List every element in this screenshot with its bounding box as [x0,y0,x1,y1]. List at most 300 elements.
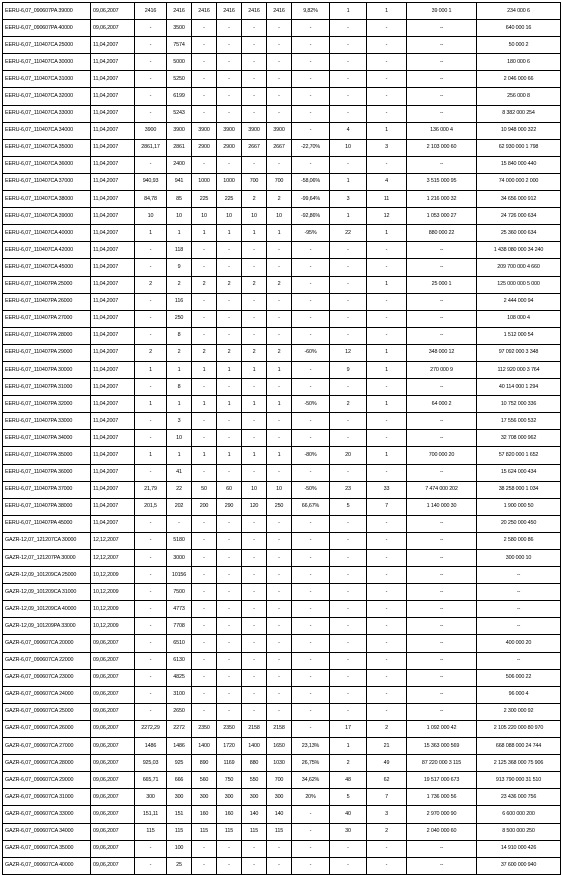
low-price-cell: 550 [242,772,267,789]
low-price-cell: 1 [242,225,267,242]
volume-cell: -- [407,669,477,686]
open-price-cell: - [192,515,217,532]
last-price-cell: - [267,88,292,105]
settle-price-cell: - [135,857,167,874]
high-price-cell: - [217,635,242,652]
trades-cell: - [330,276,367,293]
settle-price-cell: - [135,105,167,122]
low-price-cell: - [242,156,267,173]
open-price-cell: - [192,618,217,635]
open-price-cell: - [192,259,217,276]
volume-cell: -- [407,652,477,669]
theor-price-cell: 4773 [167,601,192,618]
volume-cell: -- [407,105,477,122]
high-price-cell: 2416 [217,3,242,20]
theor-price-cell: 100 [167,840,192,857]
high-price-cell: 1169 [217,755,242,772]
instrument-cell: EERU-6,07_110407CA 39000 [3,208,91,225]
deals-cell: - [367,327,407,344]
last-price-cell: - [267,550,292,567]
table-row [3,191,561,208]
table-row [3,88,561,105]
volume-cell: 2 970 000 90 [407,806,477,823]
instrument-cell: EERU-6,07_110407CA 30000 [3,54,91,71]
theor-price-cell: 25 [167,857,192,874]
change-percent-cell: - [292,584,330,601]
theor-price-cell: 8 [167,327,192,344]
change-percent-cell: - [292,601,330,618]
open-interest-cell: 38 258 000 1 034 [477,481,561,498]
change-percent-cell: - [292,71,330,88]
instrument-cell: EERU-6,07_110407PA 31000 [3,379,91,396]
instrument-cell: EERU-6,07_110407PA 36000 [3,464,91,481]
high-price-cell: 1720 [217,738,242,755]
open-price-cell: 2416 [192,3,217,20]
volume-cell: -- [407,686,477,703]
expiry-date-cell: 11,04,2007 [91,344,135,361]
volume-cell: -- [407,618,477,635]
table-row [3,601,561,618]
volume-cell: 1 092 000 42 [407,720,477,737]
last-price-cell: - [267,464,292,481]
table-row [3,669,561,686]
high-price-cell: - [217,413,242,430]
trades-cell: - [330,37,367,54]
volume-cell: -- [407,857,477,874]
theor-price-cell: 3100 [167,686,192,703]
open-interest-cell: 50 000 2 [477,37,561,54]
instrument-cell: GAZR-6,07_090607CA 31000 [3,789,91,806]
theor-price-cell: 7500 [167,584,192,601]
high-price-cell: 1 [217,225,242,242]
last-price-cell: - [267,686,292,703]
table-row [3,156,561,173]
settle-price-cell: 1486 [135,738,167,755]
theor-price-cell: 10 [167,208,192,225]
last-price-cell: - [267,532,292,549]
instrument-cell: EERU-6,07_110407CA 32000 [3,88,91,105]
expiry-date-cell: 11,04,2007 [91,379,135,396]
open-price-cell: - [192,686,217,703]
high-price-cell: - [217,669,242,686]
settle-price-cell: 21,79 [135,481,167,498]
instrument-cell: GAZR-6,07_090607CA 40000 [3,857,91,874]
high-price-cell: - [217,532,242,549]
expiry-date-cell: 11,04,2007 [91,139,135,156]
table-row [3,173,561,190]
last-price-cell: 1 [267,361,292,378]
settle-price-cell: - [135,532,167,549]
low-price-cell: - [242,857,267,874]
instrument-cell: GAZR-6,07_090607CA 20000 [3,635,91,652]
volume-cell: -- [407,413,477,430]
open-interest-cell: 97 092 000 3 348 [477,344,561,361]
change-percent-cell: - [292,618,330,635]
volume-cell: 880 000 22 [407,225,477,242]
change-percent-cell: - [292,703,330,720]
deals-cell: 3 [367,139,407,156]
low-price-cell: 120 [242,498,267,515]
trades-cell: 3 [330,191,367,208]
low-price-cell: 10 [242,208,267,225]
settle-price-cell: 115 [135,823,167,840]
change-percent-cell: -50% [292,481,330,498]
volume-cell: 1 216 000 32 [407,191,477,208]
open-interest-cell: 6 600 000 200 [477,806,561,823]
high-price-cell: - [217,652,242,669]
low-price-cell: - [242,37,267,54]
settle-price-cell: 1 [135,361,167,378]
expiry-date-cell: 10,12,2009 [91,584,135,601]
last-price-cell: 700 [267,772,292,789]
table-row [3,840,561,857]
theor-price-cell: 1 [167,396,192,413]
high-price-cell: - [217,37,242,54]
change-percent-cell: - [292,806,330,823]
settle-price-cell: 2272,29 [135,720,167,737]
open-price-cell: - [192,464,217,481]
expiry-date-cell: 09,06,2007 [91,635,135,652]
volume-cell: -- [407,20,477,37]
expiry-date-cell: 09,06,2007 [91,755,135,772]
theor-price-cell: 925 [167,755,192,772]
volume-cell: 64 000 2 [407,396,477,413]
change-percent-cell: - [292,430,330,447]
high-price-cell: - [217,71,242,88]
trades-cell: - [330,669,367,686]
settle-price-cell: - [135,652,167,669]
instrument-cell: EERU-6,07_110407CA 36000 [3,156,91,173]
instrument-cell: GAZR-12,07_121207CA 30000 [3,532,91,549]
instrument-cell: EERU-6,07_110407PA 34000 [3,430,91,447]
instrument-cell: EERU-6,07_110407CA 37000 [3,173,91,190]
open-price-cell: 115 [192,823,217,840]
deals-cell: 49 [367,755,407,772]
table-row [3,20,561,37]
open-price-cell: - [192,310,217,327]
last-price-cell: - [267,652,292,669]
low-price-cell: 1 [242,447,267,464]
open-interest-cell: 1 900 000 50 [477,498,561,515]
theor-price-cell: 10156 [167,567,192,584]
open-price-cell: 2 [192,344,217,361]
deals-cell: - [367,464,407,481]
high-price-cell: 60 [217,481,242,498]
volume-cell: -- [407,567,477,584]
low-price-cell: - [242,567,267,584]
settle-price-cell: - [135,840,167,857]
high-price-cell: 160 [217,806,242,823]
high-price-cell: 2350 [217,720,242,737]
high-price-cell: - [217,567,242,584]
change-percent-cell: - [292,464,330,481]
open-interest-cell: 2 580 000 86 [477,532,561,549]
last-price-cell: 1 [267,396,292,413]
volume-cell: -- [407,293,477,310]
settle-price-cell: - [135,584,167,601]
volume-cell: 3 515 000 95 [407,173,477,190]
open-interest-cell: 1 512 000 54 [477,327,561,344]
instrument-cell: GAZR-6,07_090607CA 22000 [3,652,91,669]
change-percent-cell: - [292,242,330,259]
last-price-cell: - [267,20,292,37]
volume-cell: 348 000 12 [407,344,477,361]
open-price-cell: 1000 [192,173,217,190]
change-percent-cell: -50% [292,396,330,413]
low-price-cell: - [242,379,267,396]
table-row [3,327,561,344]
volume-cell: -- [407,584,477,601]
open-price-cell: - [192,550,217,567]
volume-cell: -- [407,54,477,71]
expiry-date-cell: 09,06,2007 [91,652,135,669]
table-row [3,225,561,242]
last-price-cell: 3900 [267,122,292,139]
expiry-date-cell: 09,06,2007 [91,703,135,720]
options-table [2,2,561,875]
theor-price-cell: 3500 [167,20,192,37]
change-percent-cell: - [292,105,330,122]
open-interest-cell: 15 840 000 440 [477,156,561,173]
trades-cell: 10 [330,139,367,156]
change-percent-cell: 20% [292,789,330,806]
theor-price-cell: 8 [167,379,192,396]
expiry-date-cell: 11,04,2007 [91,173,135,190]
trades-cell: 1 [330,208,367,225]
open-interest-cell: 40 114 000 1 294 [477,379,561,396]
low-price-cell: 2416 [242,3,267,20]
volume-cell: 2 103 000 60 [407,139,477,156]
settle-price-cell: - [135,327,167,344]
table-row [3,464,561,481]
change-percent-cell: 34,62% [292,772,330,789]
trades-cell: - [330,532,367,549]
instrument-cell: GAZR-12,09_101209PA 33000 [3,618,91,635]
trades-cell: 48 [330,772,367,789]
volume-cell: 19 517 000 673 [407,772,477,789]
table-body [3,3,561,875]
instrument-cell: EERU-6,07_110407PA 38000 [3,498,91,515]
volume-cell: 25 000 1 [407,276,477,293]
theor-price-cell: 1 [167,361,192,378]
last-price-cell: - [267,327,292,344]
volume-cell: -- [407,242,477,259]
theor-price-cell: 6199 [167,88,192,105]
high-price-cell: - [217,703,242,720]
deals-cell: 11 [367,191,407,208]
last-price-cell: - [267,413,292,430]
volume-cell: -- [407,88,477,105]
last-price-cell: 300 [267,789,292,806]
expiry-date-cell: 10,12,2009 [91,618,135,635]
instrument-cell: EERU-6,07_110407CA 31000 [3,71,91,88]
volume-cell: 1 736 000 56 [407,789,477,806]
theor-price-cell: 1486 [167,738,192,755]
low-price-cell: 880 [242,755,267,772]
open-interest-cell: 108 000 4 [477,310,561,327]
trades-cell: 30 [330,823,367,840]
open-price-cell: - [192,293,217,310]
expiry-date-cell: 11,04,2007 [91,481,135,498]
open-interest-cell: 37 600 000 940 [477,857,561,874]
instrument-cell: GAZR-6,07_090607CA 28000 [3,755,91,772]
instrument-cell: GAZR-6,07_090607CA 35000 [3,840,91,857]
low-price-cell: - [242,105,267,122]
low-price-cell: - [242,618,267,635]
instrument-cell: EERU-6,07_110407CA 40000 [3,225,91,242]
instrument-cell: GAZR-12,07_121207PA 30000 [3,550,91,567]
expiry-date-cell: 11,04,2007 [91,37,135,54]
expiry-date-cell: 11,04,2007 [91,396,135,413]
expiry-date-cell: 10,12,2009 [91,567,135,584]
change-percent-cell: - [292,361,330,378]
trades-cell: 12 [330,344,367,361]
instrument-cell: GAZR-6,07_090607CA 33000 [3,806,91,823]
volume-cell: -- [407,635,477,652]
trades-cell: 17 [330,720,367,737]
open-price-cell: - [192,601,217,618]
theor-price-cell: 202 [167,498,192,515]
last-price-cell: 10 [267,481,292,498]
low-price-cell: 300 [242,789,267,806]
open-price-cell: 300 [192,789,217,806]
deals-cell: 21 [367,738,407,755]
open-interest-cell: 2 300 000 92 [477,703,561,720]
instrument-cell: EERU-6,07_110407CA 45000 [3,259,91,276]
theor-price-cell: 7574 [167,37,192,54]
deals-cell: - [367,669,407,686]
table-row [3,361,561,378]
high-price-cell: 1 [217,361,242,378]
theor-price-cell: 2 [167,344,192,361]
deals-cell: 1 [367,276,407,293]
change-percent-cell: - [292,327,330,344]
theor-price-cell: 9 [167,259,192,276]
change-percent-cell: -60% [292,344,330,361]
change-percent-cell: - [292,635,330,652]
open-interest-cell: 125 000 000 5 000 [477,276,561,293]
expiry-date-cell: 11,04,2007 [91,464,135,481]
last-price-cell: 2416 [267,3,292,20]
instrument-cell: GAZR-6,07_090607CA 29000 [3,772,91,789]
instrument-cell: EERU-6,07_110407CA 38000 [3,191,91,208]
volume-cell: -- [407,515,477,532]
open-price-cell: 160 [192,806,217,823]
table-row [3,430,561,447]
theor-price-cell: 5000 [167,54,192,71]
deals-cell: - [367,515,407,532]
deals-cell: - [367,310,407,327]
open-price-cell: - [192,430,217,447]
table-row [3,532,561,549]
expiry-date-cell: 09,06,2007 [91,3,135,20]
table-row [3,686,561,703]
open-interest-cell: 2 105 220 000 80 970 [477,720,561,737]
last-price-cell: 10 [267,208,292,225]
trades-cell: - [330,327,367,344]
deals-cell: - [367,293,407,310]
change-percent-cell: - [292,20,330,37]
volume-cell: -- [407,532,477,549]
volume-cell: -- [407,550,477,567]
change-percent-cell: - [292,156,330,173]
settle-price-cell: - [135,37,167,54]
last-price-cell: - [267,293,292,310]
trades-cell: 9 [330,361,367,378]
deals-cell: - [367,105,407,122]
volume-cell: 136 000 4 [407,122,477,139]
theor-price-cell: 2861 [167,139,192,156]
open-interest-cell: 209 700 000 4 660 [477,259,561,276]
low-price-cell: 1 [242,361,267,378]
instrument-cell: EERU-6,07_110407PA 35000 [3,447,91,464]
open-interest-cell: 400 000 20 [477,635,561,652]
instrument-cell: EERU-6,07_110407PA 45000 [3,515,91,532]
deals-cell: - [367,635,407,652]
trades-cell: - [330,413,367,430]
open-interest-cell: 34 656 000 912 [477,191,561,208]
deals-cell: 1 [367,225,407,242]
low-price-cell: - [242,515,267,532]
open-interest-cell: 8 500 000 250 [477,823,561,840]
open-interest-cell: 62 930 000 1 798 [477,139,561,156]
open-price-cell: - [192,20,217,37]
open-price-cell: 2900 [192,139,217,156]
deals-cell: 62 [367,772,407,789]
change-percent-cell: - [292,37,330,54]
volume-cell: -- [407,37,477,54]
last-price-cell: 1030 [267,755,292,772]
table-row [3,310,561,327]
open-interest-cell: 10 948 000 322 [477,122,561,139]
settle-price-cell: 925,03 [135,755,167,772]
volume-cell: 15 363 000 569 [407,738,477,755]
low-price-cell: 2667 [242,139,267,156]
settle-price-cell: - [135,88,167,105]
open-price-cell: 3900 [192,122,217,139]
low-price-cell: - [242,242,267,259]
table-row [3,3,561,20]
expiry-date-cell: 09,06,2007 [91,669,135,686]
low-price-cell: - [242,464,267,481]
settle-price-cell: - [135,20,167,37]
deals-cell: - [367,584,407,601]
change-percent-cell: - [292,54,330,71]
change-percent-cell: - [292,686,330,703]
table-row [3,396,561,413]
volume-cell: 700 000 20 [407,447,477,464]
trades-cell: 5 [330,789,367,806]
trades-cell: - [330,310,367,327]
open-interest-cell: 32 708 000 962 [477,430,561,447]
theor-price-cell: 250 [167,310,192,327]
open-price-cell: - [192,669,217,686]
settle-price-cell: - [135,515,167,532]
high-price-cell: - [217,88,242,105]
instrument-cell: GAZR-6,07_090607CA 27000 [3,738,91,755]
deals-cell: 1 [367,447,407,464]
change-percent-cell: - [292,652,330,669]
expiry-date-cell: 11,04,2007 [91,259,135,276]
expiry-date-cell: 11,04,2007 [91,515,135,532]
settle-price-cell: - [135,703,167,720]
change-percent-cell: -22,70% [292,139,330,156]
deals-cell: - [367,413,407,430]
open-interest-cell: -- [477,618,561,635]
low-price-cell: - [242,259,267,276]
open-interest-cell: 112 920 000 3 764 [477,361,561,378]
theor-price-cell: 3900 [167,122,192,139]
